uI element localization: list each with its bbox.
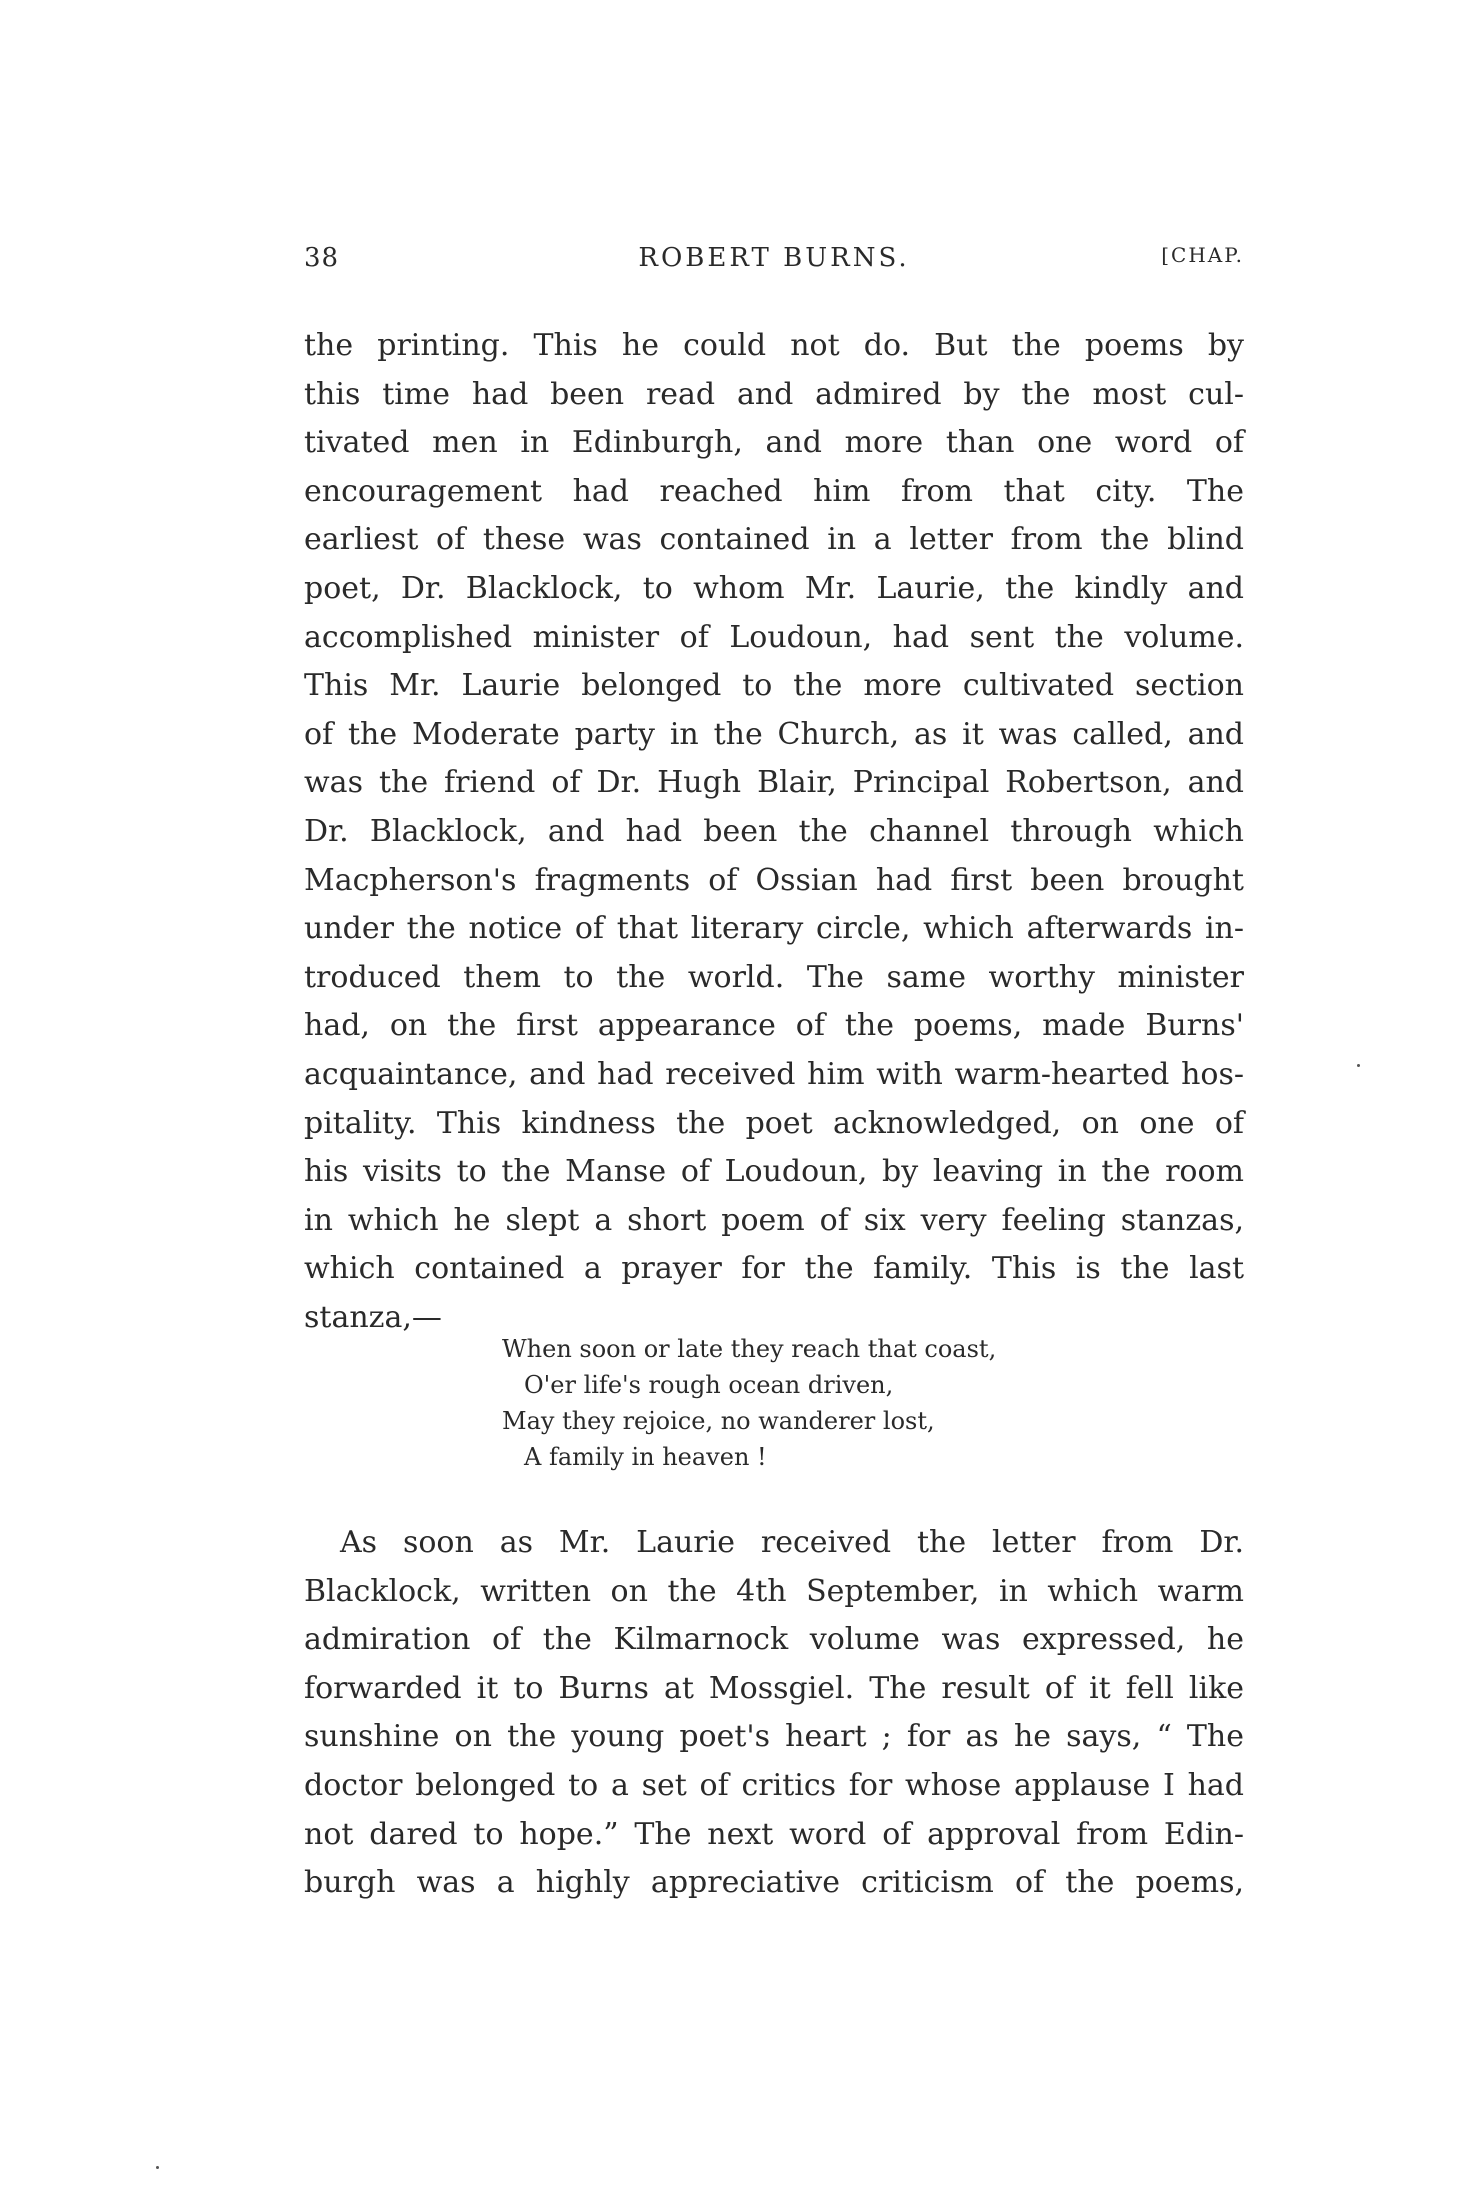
page-number: 38 — [304, 243, 340, 273]
text-line: burgh was a highly appreciative criticism of the poems, — [304, 1865, 1244, 1901]
text-line: this time had been read and admired by the most cul- — [304, 376, 1244, 412]
text-line: stanza,— — [304, 1299, 442, 1335]
text-line: earliest of these was contained in a letter from the blind — [304, 522, 1244, 558]
text-line: his visits to the Manse of Loudoun, by leaving in the room — [304, 1154, 1244, 1190]
text-line: admiration of the Kilmarnock volume was expressed, he — [304, 1622, 1244, 1658]
text-line: the printing. This he could not do. But the poems by — [304, 328, 1244, 363]
text-line: not dared to hope.” The next word of approval from Edin- — [304, 1816, 1244, 1852]
text-line: which contained a prayer for the family. This is the last — [304, 1251, 1244, 1287]
text-line: forwarded it to Burns at Mossgiel. The result of it fell like — [304, 1670, 1244, 1706]
text-line: in which he slept a short poem of six very feeling stanzas, — [304, 1202, 1244, 1238]
paragraph-1 — [304, 322, 1244, 1342]
ink-speck — [1357, 1064, 1360, 1067]
text-line: This Mr. Laurie belonged to the more cultivated section — [304, 668, 1244, 704]
text-line: had, on the first appearance of the poems, made Burns' — [304, 1008, 1244, 1044]
text-line: under the notice of that literary circle, which afterwards in- — [304, 911, 1244, 947]
running-head: ROBERT BURNS. — [638, 243, 910, 273]
paragraph-2 — [304, 1519, 1244, 1908]
text-line: pitality. This kindness the poet acknowledged, on one of — [304, 1105, 1244, 1141]
text-line: troduced them to the world. The same worthy minister — [304, 959, 1244, 995]
text-line: of the Moderate party in the Church, as it was called, and — [304, 716, 1244, 752]
text-line: poet, Dr. Blacklock, to whom Mr. Laurie, the kindly and — [304, 570, 1244, 606]
page-header — [304, 243, 1244, 283]
text-line: Dr. Blacklock, and had been the channel through which — [304, 813, 1244, 849]
text-line: encouragement had reached him from that city. The — [304, 473, 1244, 509]
verse-line: When soon or late they reach that coast, — [502, 1335, 997, 1363]
text-line: was the friend of Dr. Hugh Blair, Principal Robertson, and — [304, 765, 1244, 801]
text-line: accomplished minister of Loudoun, had sent the volume. — [304, 619, 1244, 655]
ink-speck — [156, 2166, 159, 2169]
verse-line: O'er life's rough ocean driven, — [524, 1371, 894, 1399]
verse-line: May they rejoice, no wanderer lost, — [502, 1407, 935, 1435]
text-line: acquaintance, and had received him with warm-hearted hos- — [304, 1056, 1244, 1092]
text-line: As soon as Mr. Laurie received the letter from Dr. — [340, 1525, 1244, 1560]
text-line: doctor belonged to a set of critics for whose applause I had — [304, 1767, 1244, 1803]
text-line: Macpherson's fragments of Ossian had first been brought — [304, 862, 1244, 898]
text-line: sunshine on the young poet's heart ; for as he says, “ The — [304, 1719, 1244, 1755]
chapter-mark: [CHAP. — [1161, 243, 1244, 267]
text-line: tivated men in Edinburgh, and more than one word of — [304, 425, 1244, 461]
text-line: Blacklock, written on the 4th September, in which warm — [304, 1573, 1244, 1609]
verse-stanza — [502, 1331, 1142, 1475]
verse-line: A family in heaven ! — [524, 1443, 767, 1471]
